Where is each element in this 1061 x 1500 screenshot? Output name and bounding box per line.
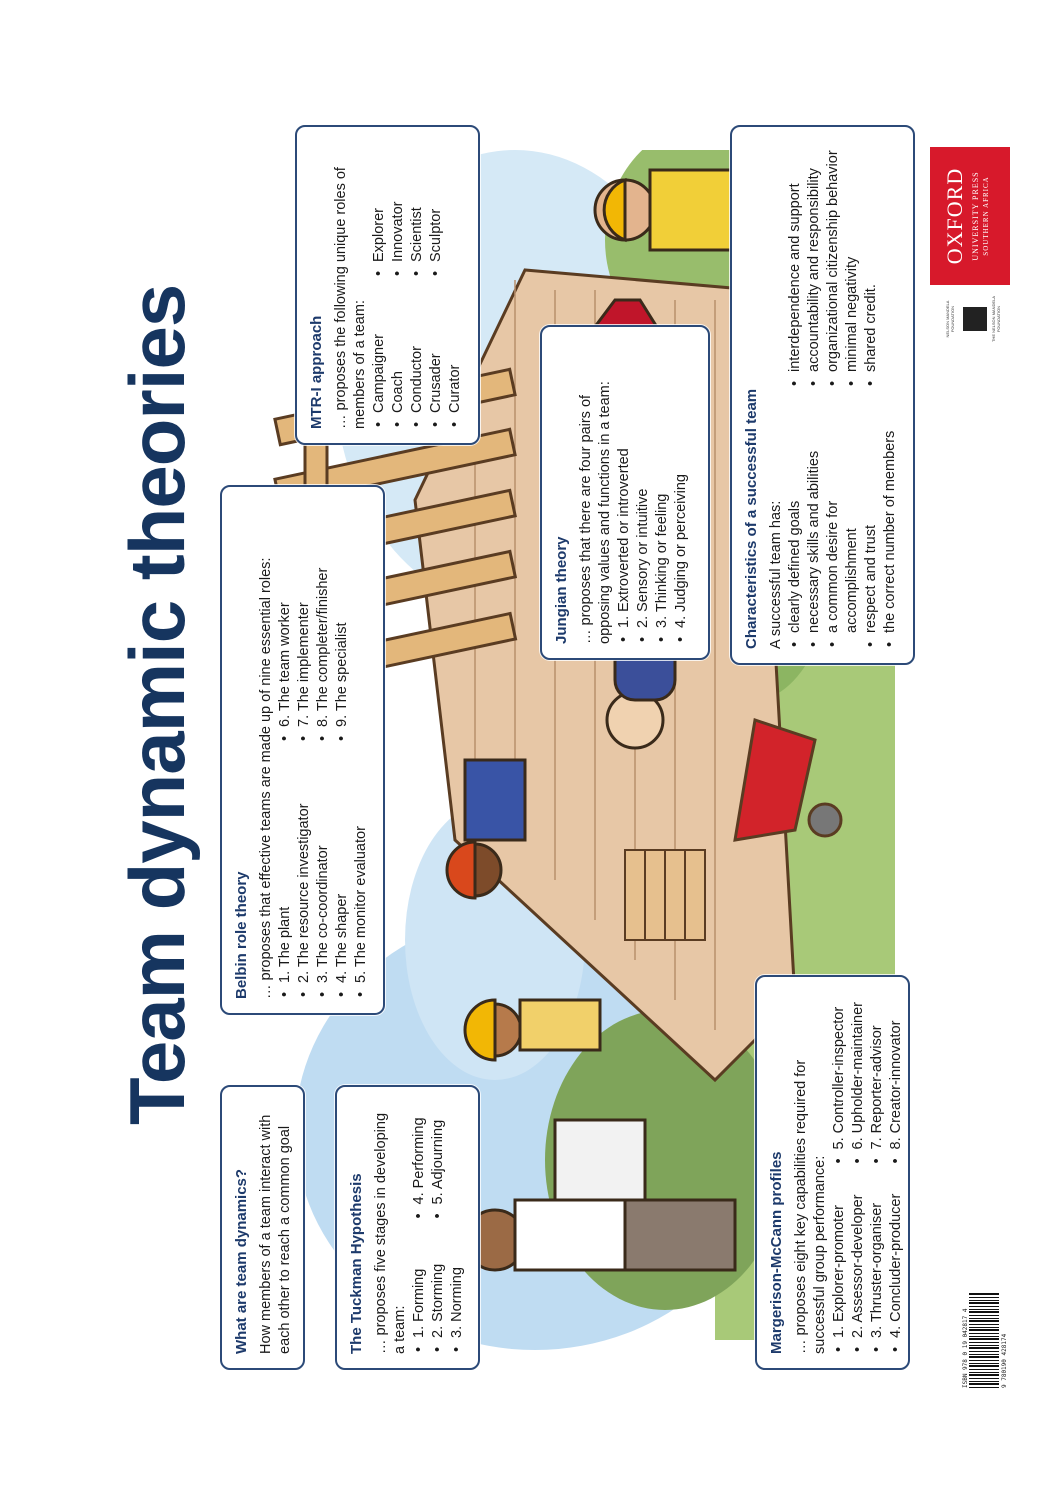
foundation-name: NELSON MANDELA FOUNDATION: [945, 300, 955, 338]
tuckman-intro: … proposes five stages in developing a team:: [373, 1112, 408, 1354]
characteristics-box: [730, 125, 915, 665]
margerison-profile: • 7. Reporter-advisor: [868, 991, 887, 1166]
belbin-role: • 3. The co-coordinator: [314, 757, 333, 999]
tuckman-stage: • 5. Adjourning: [429, 1101, 448, 1221]
margerison-profile: • 4. Concluder-producer: [887, 1180, 906, 1355]
jungian-item: • 1. Extroverted or introverted: [615, 341, 634, 644]
margerison-profile: • 1. Explorer-promoter: [830, 1180, 849, 1355]
mtri-role: • Conductor: [408, 292, 427, 429]
mtri-role: • Curator: [446, 292, 465, 429]
tuckman-heading: The Tuckman Hypothesis: [348, 1173, 365, 1354]
mtri-role: • Explorer: [370, 141, 389, 278]
barcode-digits: 9 780190 428174: [1001, 1333, 1008, 1388]
characteristic-item: • minimal negativity: [843, 141, 862, 388]
what-are-text: How members of a team interact with each other to reach a common goal: [258, 1114, 293, 1354]
characteristic-item: • a common desire for accomplishment: [824, 402, 862, 649]
belbin-box: [220, 485, 385, 1015]
belbin-role: • 8. The completer/finisher: [314, 501, 333, 743]
mtri-role: • Coach: [389, 292, 408, 429]
characteristic-item: • accountability and responsibility: [805, 141, 824, 388]
belbin-role: • 1. The plant: [276, 757, 295, 999]
mandela-foundation-logo: [945, 290, 1015, 348]
portrait-icon: [963, 307, 987, 331]
belbin-role: • 4. The shaper: [333, 757, 352, 999]
margerison-profile: • 8. Creator-innovator: [887, 991, 906, 1166]
jungian-item: • 4. Judging or perceiving: [672, 341, 691, 644]
isbn-barcode: [960, 1288, 1010, 1388]
jungian-heading: Jungian theory: [553, 536, 570, 644]
mtri-box: [295, 125, 480, 445]
tuckman-stage: • 3. Norming: [448, 1235, 467, 1355]
isbn-text: ISBN 978 0 19 042817 4: [962, 1308, 969, 1388]
characteristics-heading: Characteristics of a successful team: [743, 388, 760, 649]
characteristic-item: • necessary skills and abilities: [805, 402, 824, 649]
characteristics-intro: A successful team has:: [768, 500, 784, 649]
jungian-intro: … proposes that there are four pairs of opposing values and functions in a team:: [578, 381, 613, 644]
tuckman-stage: • 2. Storming: [429, 1235, 448, 1355]
jungian-item: • 3. Thinking or feeling: [653, 341, 672, 644]
belbin-role: • 7. The implementer: [295, 501, 314, 743]
tuckman-box: [335, 1085, 480, 1370]
mtri-role: • Campaigner: [370, 292, 389, 429]
margerison-intro: … proposes eight key capabilities required for successful group performance:: [793, 1059, 828, 1354]
oxford-name: OXFORD: [942, 167, 967, 265]
belbin-role: • 9. The specialist: [333, 501, 352, 743]
mtri-heading: MTR-I approach: [308, 315, 325, 429]
characteristic-item: • interdependence and support: [786, 141, 805, 388]
characteristic-item: • clearly defined goals: [786, 402, 805, 649]
foundation-sub: THE NELSON MANDELA FOUNDATION: [991, 296, 1001, 343]
characteristic-item: • organizational citizenship behavior: [824, 141, 843, 388]
belbin-role: • 5. The monitor evaluator: [352, 757, 371, 999]
belbin-role: • 2. The resource investigator: [295, 757, 314, 999]
tuckman-stage: • 4. Performing: [410, 1101, 429, 1221]
what-are-team-dynamics-box: [220, 1085, 305, 1370]
what-are-heading: What are team dynamics?: [233, 1168, 250, 1354]
characteristic-item: • the correct number of members: [881, 402, 900, 649]
oxford-logo: [930, 147, 1010, 285]
characteristic-item: • respect and trust: [862, 402, 881, 649]
belbin-intro: … proposes that effective teams are made up of nine essential roles:: [258, 557, 274, 999]
margerison-profile: • 5. Controller-inspector: [830, 991, 849, 1166]
poster-title: Team dynamic theories: [113, 284, 201, 1125]
mtri-intro: … proposes the following unique roles of members of a team:: [333, 167, 368, 429]
margerison-profile: • 6. Upholder-maintainer: [849, 991, 868, 1166]
margerison-heading: Margerison-McCann profiles: [768, 1151, 785, 1354]
tuckman-stage: • 1. Forming: [410, 1235, 429, 1355]
barcode-bars: [969, 1292, 999, 1388]
margerison-profile: • 2. Assessor-developer: [849, 1180, 868, 1355]
jungian-item: • 2. Sensory or intuitive: [634, 341, 653, 644]
belbin-heading: Belbin role theory: [233, 871, 250, 999]
margerison-profile: • 3. Thruster-organiser: [868, 1180, 887, 1355]
belbin-role: • 6. The team worker: [276, 501, 295, 743]
jungian-box: [540, 325, 710, 660]
oxford-line2: SOUTHERN AFRICA: [982, 176, 990, 256]
mtri-role: • Scientist: [408, 141, 427, 278]
mtri-role: • Sculptor: [427, 141, 446, 278]
mtri-role: • Innovator: [389, 141, 408, 278]
characteristic-item: • shared credit.: [862, 141, 881, 388]
mtri-role: • Crusader: [427, 292, 446, 429]
margerison-mccann-box: [755, 975, 910, 1370]
oxford-line1: UNIVERSITY PRESS: [971, 171, 980, 261]
